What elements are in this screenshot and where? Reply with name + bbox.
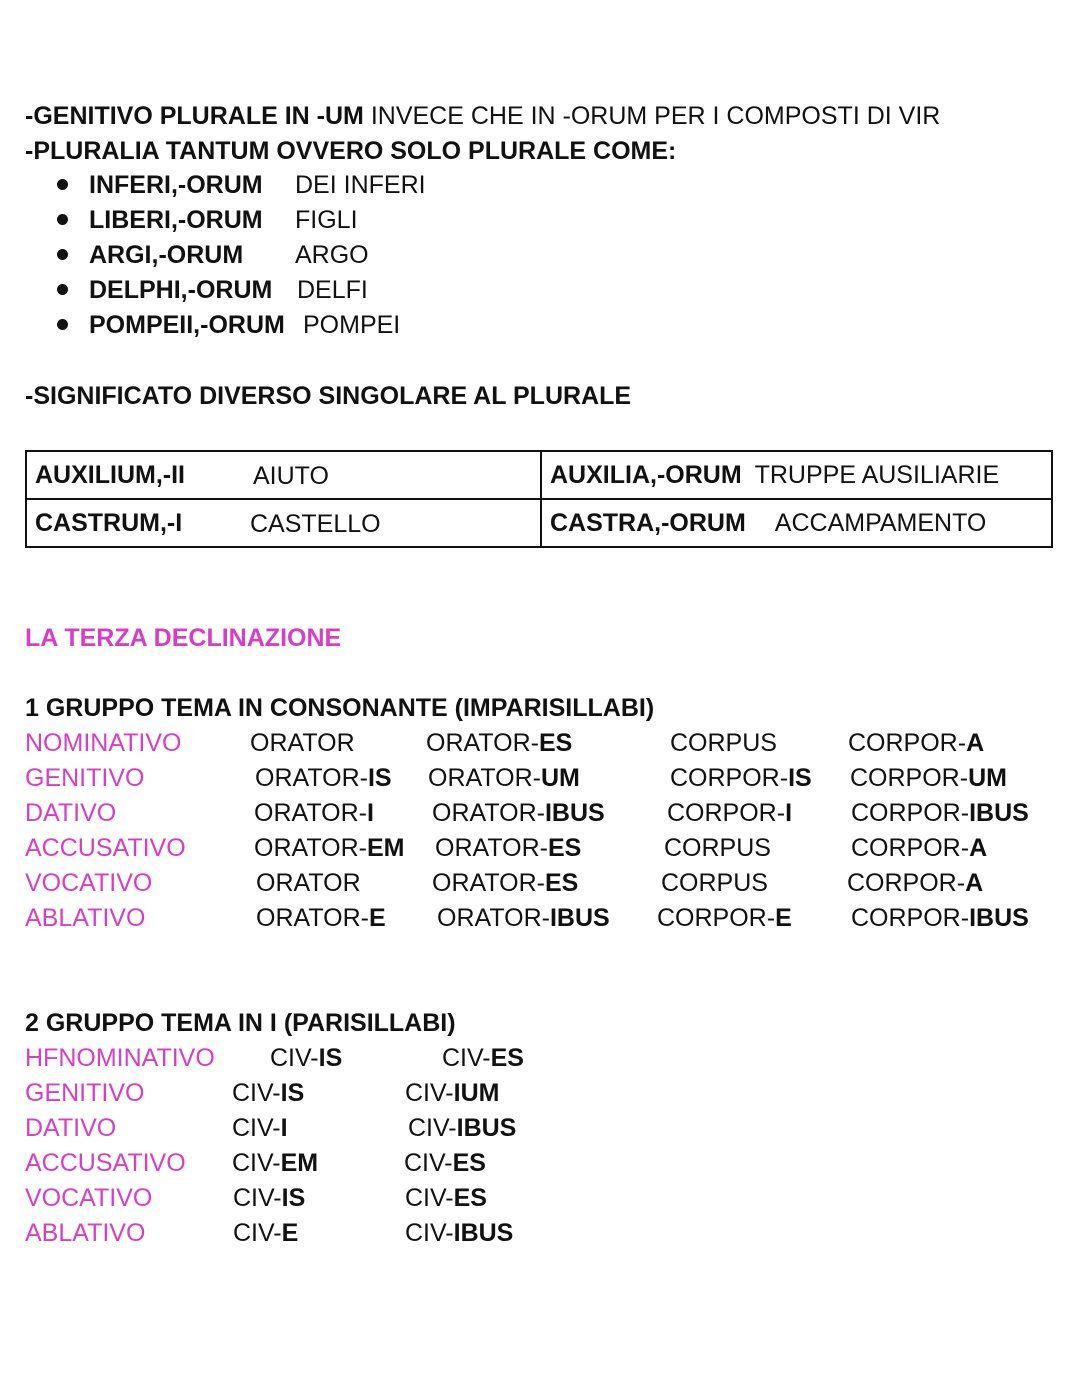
list-item-meaning: ARGO [295, 241, 369, 269]
form-corpus-singular: CORPUS [664, 834, 771, 862]
bullet-icon [57, 319, 68, 330]
form-corpus-singular: CORPOR-IS [670, 764, 812, 792]
plural-term: AUXILIA,-ORUM [550, 460, 742, 489]
form-civis-plural: CIV-ES [405, 1184, 487, 1212]
plural-term: CASTRA,-ORUM [550, 508, 746, 537]
table-row [25, 1043, 625, 1078]
list-item-term: ARGI,-ORUM [89, 241, 244, 269]
rule-pluralia-text: -PLURALIA TANTUM OVVERO SOLO PLURALE COME: [25, 137, 677, 165]
plural-meaning: TRUPPE AUSILIARIE [754, 460, 1000, 489]
list-item-meaning: FIGLI [295, 206, 358, 234]
bullet-icon [57, 214, 68, 225]
table-row [26, 499, 1052, 547]
form-corpus-plural: CORPOR-A [847, 869, 984, 897]
case-label: ACCUSATIVO [25, 1149, 186, 1177]
case-label: GENITIVO [25, 764, 145, 792]
table-row [25, 1113, 625, 1148]
form-orator-singular: ORATOR-I [254, 799, 374, 827]
form-orator-plural: ORATOR-ES [435, 834, 582, 862]
group2-title [25, 1008, 456, 1038]
table-row [25, 1078, 625, 1113]
rule-genitive-rest: INVECE CHE IN -ORUM PER I COMPOSTI DI VIR [363, 102, 941, 130]
table-cell-plural [541, 499, 1052, 547]
form-orator-plural: ORATOR-IBUS [437, 904, 610, 932]
table-row [26, 451, 1052, 499]
list-item-term: POMPEII,-ORUM [89, 311, 285, 339]
table-row [25, 903, 1055, 938]
form-corpus-singular: CORPUS [670, 729, 777, 757]
case-label: NOMINATIVO [25, 729, 182, 757]
form-civis-singular: CIV-I [232, 1114, 288, 1142]
form-orator-plural: ORATOR-IBUS [432, 799, 605, 827]
rule-genitive [25, 101, 940, 131]
group1-title-text: 1 GRUPPO TEMA IN CONSONANTE (IMPARISILLABI) [25, 694, 655, 722]
form-civis-singular: CIV-IS [270, 1044, 343, 1072]
form-corpus-singular: CORPUS [661, 869, 768, 897]
third-declension-title-text: LA TERZA DECLINAZIONE [25, 624, 342, 652]
singular-term: CASTRUM,-I [35, 508, 183, 537]
form-orator-singular: ORATOR-IS [255, 764, 392, 792]
form-civis-plural: CIV-ES [404, 1149, 486, 1177]
plural-meaning: ACCAMPAMENTO [774, 508, 987, 537]
form-civis-singular: CIV-E [233, 1219, 299, 1247]
case-label: VOCATIVO [25, 1184, 153, 1212]
case-label: HFNOMINATIVO [25, 1044, 215, 1072]
form-civis-plural: CIV-IBUS [408, 1114, 517, 1142]
rule-pluralia [25, 136, 676, 166]
table-row [25, 798, 1055, 833]
case-label: VOCATIVO [25, 869, 153, 897]
table-row [25, 763, 1055, 798]
list-item-term: DELPHI,-ORUM [89, 276, 273, 304]
case-label: ACCUSATIVO [25, 834, 186, 862]
table-cell-plural [541, 451, 1052, 499]
rule-genitive-bold: -GENITIVO PLURALE IN -UM [25, 102, 364, 130]
form-orator-singular: ORATOR-EM [254, 834, 405, 862]
form-civis-plural: CIV-IUM [405, 1079, 500, 1107]
table-row [25, 728, 1055, 763]
form-orator-plural: ORATOR-ES [432, 869, 579, 897]
form-corpus-plural: CORPOR-UM [850, 764, 1007, 792]
table-cell-singular [26, 451, 541, 499]
singular-meaning: CASTELLO [250, 510, 381, 538]
group1-declension [25, 728, 1055, 938]
singular-meaning: AIUTO [253, 462, 329, 490]
bullet-icon [57, 284, 68, 295]
case-label: DATIVO [25, 1114, 117, 1142]
form-civis-singular: CIV-IS [233, 1184, 306, 1212]
group1-title [25, 693, 654, 723]
table-row [25, 868, 1055, 903]
group2-declension [25, 1043, 625, 1253]
form-orator-plural: ORATOR-UM [428, 764, 580, 792]
list-item-meaning: DELFI [297, 276, 368, 304]
case-label: ABLATIVO [25, 904, 146, 932]
form-corpus-plural: CORPOR-A [851, 834, 988, 862]
table-row [25, 1183, 625, 1218]
form-civis-plural: CIV-IBUS [405, 1219, 514, 1247]
bullet-icon [57, 179, 68, 190]
form-corpus-plural: CORPOR-IBUS [851, 904, 1029, 932]
case-label: GENITIVO [25, 1079, 145, 1107]
singular-plural-table [25, 450, 1053, 548]
form-orator-singular: ORATOR-E [256, 904, 386, 932]
third-declension-title [25, 623, 341, 653]
table-row [25, 1148, 625, 1183]
form-civis-singular: CIV-EM [232, 1149, 319, 1177]
form-corpus-plural: CORPOR-IBUS [851, 799, 1029, 827]
list-item-term: INFERI,-ORUM [89, 171, 263, 199]
list-item-meaning: POMPEI [303, 311, 401, 339]
bullet-icon [57, 249, 68, 260]
form-civis-plural: CIV-ES [442, 1044, 524, 1072]
meaning-heading [25, 381, 631, 411]
list-item-meaning: DEI INFERI [295, 171, 426, 199]
form-orator-singular: ORATOR [256, 869, 361, 897]
table-row [25, 833, 1055, 868]
form-orator-singular: ORATOR [250, 729, 355, 757]
singular-term: AUXILIUM,-II [35, 460, 185, 489]
form-corpus-singular: CORPOR-I [667, 799, 793, 827]
meaning-heading-text: -SIGNIFICATO DIVERSO SINGOLARE AL PLURALE [25, 382, 632, 410]
form-civis-singular: CIV-IS [232, 1079, 305, 1107]
table-row [25, 1218, 625, 1253]
form-corpus-singular: CORPOR-E [657, 904, 792, 932]
group2-title-text: 2 GRUPPO TEMA IN I (PARISILLABI) [25, 1009, 456, 1037]
form-orator-plural: ORATOR-ES [426, 729, 573, 757]
case-label: ABLATIVO [25, 1219, 146, 1247]
form-corpus-plural: CORPOR-A [848, 729, 985, 757]
case-label: DATIVO [25, 799, 117, 827]
table-cell-singular [26, 499, 541, 547]
list-item-term: LIBERI,-ORUM [89, 206, 263, 234]
